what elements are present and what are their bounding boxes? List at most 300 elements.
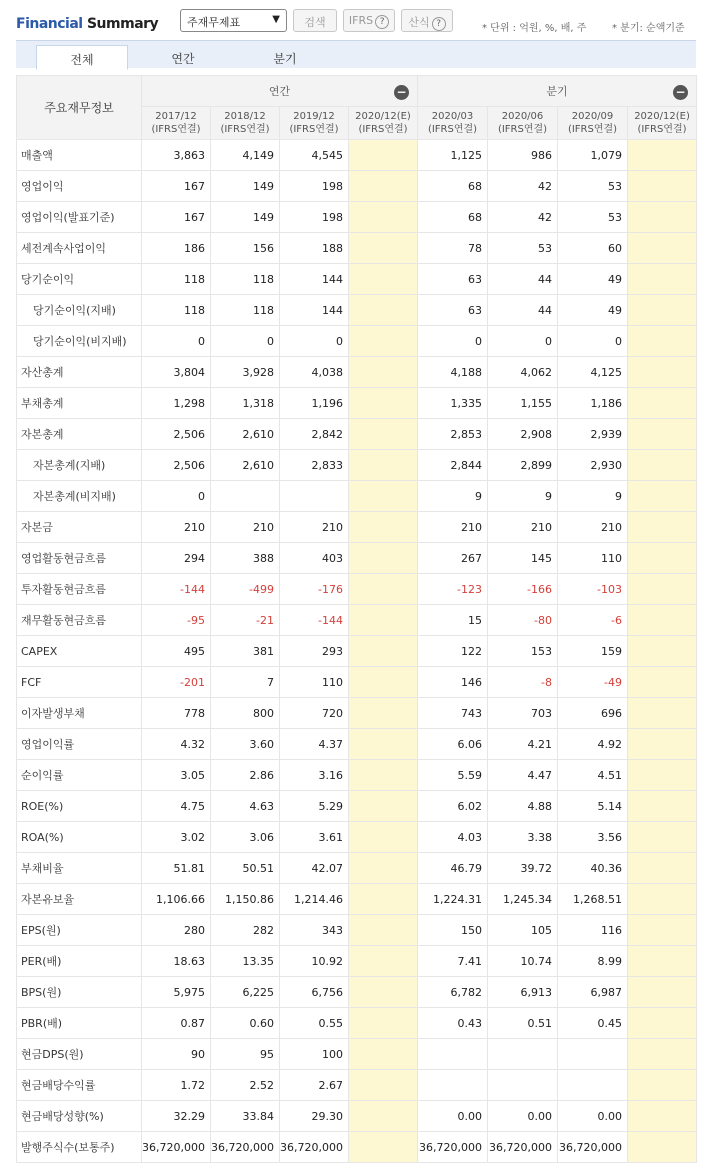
table-row bbox=[17, 543, 697, 574]
table-cell bbox=[628, 915, 697, 946]
table-cell: 293 bbox=[280, 636, 349, 667]
chevron-down-icon: ▼ bbox=[272, 14, 280, 25]
table-cell bbox=[628, 295, 697, 326]
table-cell bbox=[349, 171, 418, 202]
table-cell bbox=[628, 636, 697, 667]
table-row bbox=[17, 636, 697, 667]
table-cell bbox=[349, 636, 418, 667]
table-cell: 116 bbox=[558, 915, 628, 946]
table-row bbox=[17, 667, 697, 698]
table-cell: 156 bbox=[211, 233, 280, 264]
table-cell bbox=[628, 884, 697, 915]
table-cell: -499 bbox=[211, 574, 280, 605]
table-cell bbox=[628, 233, 697, 264]
row-label: 영업이익 bbox=[17, 171, 142, 202]
table-cell: 0 bbox=[558, 326, 628, 357]
table-cell: 118 bbox=[142, 264, 211, 295]
table-cell: 159 bbox=[558, 636, 628, 667]
table-cell: 149 bbox=[211, 171, 280, 202]
table-cell bbox=[349, 915, 418, 946]
table-cell: 2.52 bbox=[211, 1070, 280, 1101]
table-cell bbox=[628, 450, 697, 481]
table-cell bbox=[349, 574, 418, 605]
annual-group-header: 연간 − bbox=[142, 76, 418, 107]
row-label: 영업이익률 bbox=[17, 729, 142, 760]
table-cell: 4,125 bbox=[558, 357, 628, 388]
table-cell: 5,975 bbox=[142, 977, 211, 1008]
table-cell: 778 bbox=[142, 698, 211, 729]
table-cell: 403 bbox=[280, 543, 349, 574]
row-label: 자본유보율 bbox=[17, 884, 142, 915]
table-cell bbox=[349, 326, 418, 357]
table-cell: 1,268.51 bbox=[558, 884, 628, 915]
table-cell: -144 bbox=[142, 574, 211, 605]
table-cell: 42 bbox=[488, 171, 558, 202]
table-cell: 3.06 bbox=[211, 822, 280, 853]
table-cell: 51.81 bbox=[142, 853, 211, 884]
table-cell: 118 bbox=[211, 264, 280, 295]
table-cell bbox=[558, 1070, 628, 1101]
table-cell: 6,987 bbox=[558, 977, 628, 1008]
table-row bbox=[17, 977, 697, 1008]
table-cell: -123 bbox=[418, 574, 488, 605]
table-cell: 44 bbox=[488, 264, 558, 295]
table-cell: 2,610 bbox=[211, 450, 280, 481]
table-cell: 3,928 bbox=[211, 357, 280, 388]
column-header bbox=[349, 107, 418, 140]
column-period: 2017/12 bbox=[155, 111, 197, 122]
column-basis: (IFRS연결) bbox=[358, 124, 408, 135]
table-cell: 149 bbox=[211, 202, 280, 233]
column-basis: (IFRS연결) bbox=[151, 124, 201, 135]
table-cell: 0 bbox=[488, 326, 558, 357]
table-cell: 110 bbox=[558, 543, 628, 574]
page-title: Financial Summary bbox=[16, 16, 159, 32]
table-cell: 1,125 bbox=[418, 140, 488, 171]
table-cell: 1,155 bbox=[488, 388, 558, 419]
table-cell: 3.05 bbox=[142, 760, 211, 791]
table-cell: 78 bbox=[418, 233, 488, 264]
table-row bbox=[17, 791, 697, 822]
row-label: 재무활동현금흐름 bbox=[17, 605, 142, 636]
table-cell: -201 bbox=[142, 667, 211, 698]
row-label: ROE(%) bbox=[17, 791, 142, 822]
table-cell: 167 bbox=[142, 202, 211, 233]
table-cell bbox=[628, 1039, 697, 1070]
table-cell: 1.72 bbox=[142, 1070, 211, 1101]
tab-annual[interactable]: 연간 bbox=[171, 52, 195, 66]
table-cell: -144 bbox=[280, 605, 349, 636]
table-cell bbox=[349, 233, 418, 264]
table-cell: 6,225 bbox=[211, 977, 280, 1008]
table-cell: 10.74 bbox=[488, 946, 558, 977]
period-tabs bbox=[16, 40, 696, 68]
row-label: FCF bbox=[17, 667, 142, 698]
table-cell: 53 bbox=[558, 202, 628, 233]
column-period: 2020/06 bbox=[501, 111, 544, 122]
table-cell: 13.35 bbox=[211, 946, 280, 977]
table-row bbox=[17, 1132, 697, 1163]
table-cell: 210 bbox=[418, 512, 488, 543]
table-cell: 282 bbox=[211, 915, 280, 946]
row-label: CAPEX bbox=[17, 636, 142, 667]
table-cell: 4,038 bbox=[280, 357, 349, 388]
table-row bbox=[17, 264, 697, 295]
table-cell: 145 bbox=[488, 543, 558, 574]
table-cell: 720 bbox=[280, 698, 349, 729]
table-cell: 2,853 bbox=[418, 419, 488, 450]
row-label: 당기순이익(비지배) bbox=[17, 326, 142, 357]
table-cell: 68 bbox=[418, 202, 488, 233]
table-row bbox=[17, 140, 697, 171]
table-cell bbox=[628, 977, 697, 1008]
table-cell: 0.00 bbox=[488, 1101, 558, 1132]
table-cell: -103 bbox=[558, 574, 628, 605]
row-label: 영업이익(발표기준) bbox=[17, 202, 142, 233]
table-cell bbox=[488, 1070, 558, 1101]
table-cell: 1,224.31 bbox=[418, 884, 488, 915]
table-cell bbox=[349, 791, 418, 822]
table-cell: 4,545 bbox=[280, 140, 349, 171]
table-cell: 0.43 bbox=[418, 1008, 488, 1039]
table-cell bbox=[349, 512, 418, 543]
collapse-quarter-icon[interactable]: − bbox=[673, 85, 688, 100]
table-cell: 0 bbox=[280, 326, 349, 357]
column-period: 2020/09 bbox=[571, 111, 614, 122]
table-cell bbox=[349, 140, 418, 171]
collapse-annual-icon[interactable]: − bbox=[394, 85, 409, 100]
table-cell bbox=[349, 946, 418, 977]
table-cell: 1,106.66 bbox=[142, 884, 211, 915]
column-period: 2020/12(E) bbox=[355, 111, 411, 122]
table-cell: 6.02 bbox=[418, 791, 488, 822]
table-cell bbox=[628, 1008, 697, 1039]
table-cell: 53 bbox=[488, 233, 558, 264]
table-cell: 198 bbox=[280, 171, 349, 202]
table-cell bbox=[628, 760, 697, 791]
table-cell: 210 bbox=[558, 512, 628, 543]
table-cell bbox=[349, 698, 418, 729]
table-cell bbox=[349, 853, 418, 884]
table-cell: 0.87 bbox=[142, 1008, 211, 1039]
table-cell bbox=[349, 295, 418, 326]
table-cell bbox=[628, 1101, 697, 1132]
table-cell: 29.30 bbox=[280, 1101, 349, 1132]
table-cell: 2,610 bbox=[211, 419, 280, 450]
row-label: 현금배당성향(%) bbox=[17, 1101, 142, 1132]
table-cell: 95 bbox=[211, 1039, 280, 1070]
table-cell bbox=[628, 512, 697, 543]
table-cell bbox=[558, 1039, 628, 1070]
table-cell: -80 bbox=[488, 605, 558, 636]
table-cell bbox=[211, 481, 280, 512]
table-row bbox=[17, 202, 697, 233]
table-cell: 3.16 bbox=[280, 760, 349, 791]
row-label: 자본금 bbox=[17, 512, 142, 543]
table-cell: 153 bbox=[488, 636, 558, 667]
statement-type-select[interactable]: 주재무제표 ▼ bbox=[180, 9, 287, 32]
row-header-title: 주요재무정보 bbox=[17, 76, 142, 140]
table-cell: 4.51 bbox=[558, 760, 628, 791]
table-cell bbox=[628, 357, 697, 388]
table-row bbox=[17, 698, 697, 729]
row-label: 자산총계 bbox=[17, 357, 142, 388]
table-cell: 144 bbox=[280, 295, 349, 326]
table-cell bbox=[349, 884, 418, 915]
row-label: 발행주식수(보통주) bbox=[17, 1132, 142, 1163]
table-cell bbox=[349, 1101, 418, 1132]
table-cell: 4.37 bbox=[280, 729, 349, 760]
table-row bbox=[17, 605, 697, 636]
table-cell: 0.00 bbox=[418, 1101, 488, 1132]
column-header bbox=[628, 107, 697, 140]
column-header bbox=[142, 107, 211, 140]
table-cell: 2,908 bbox=[488, 419, 558, 450]
table-cell: 3.56 bbox=[558, 822, 628, 853]
table-cell bbox=[349, 729, 418, 760]
table-cell bbox=[628, 667, 697, 698]
column-basis: (IFRS연결) bbox=[637, 124, 687, 135]
table-cell: 18.63 bbox=[142, 946, 211, 977]
table-row bbox=[17, 729, 697, 760]
table-cell: -6 bbox=[558, 605, 628, 636]
table-cell: 800 bbox=[211, 698, 280, 729]
table-cell: 2,930 bbox=[558, 450, 628, 481]
column-basis: (IFRS연결) bbox=[567, 124, 618, 135]
table-cell: 5.14 bbox=[558, 791, 628, 822]
table-cell: 60 bbox=[558, 233, 628, 264]
table-cell: 0.55 bbox=[280, 1008, 349, 1039]
table-cell: 4.92 bbox=[558, 729, 628, 760]
table-row bbox=[17, 357, 697, 388]
table-cell: 7.41 bbox=[418, 946, 488, 977]
column-basis: (IFRS연결) bbox=[220, 124, 270, 135]
row-label: 매출액 bbox=[17, 140, 142, 171]
table-cell bbox=[628, 326, 697, 357]
quarter-group-header: 분기 − bbox=[418, 76, 697, 107]
table-cell: 53 bbox=[558, 171, 628, 202]
table-cell bbox=[628, 481, 697, 512]
unit-note: * 단위 : 억원, %, 배, 주 bbox=[482, 23, 587, 34]
table-cell: 388 bbox=[211, 543, 280, 574]
table-cell: 46.79 bbox=[418, 853, 488, 884]
row-label: 부채비율 bbox=[17, 853, 142, 884]
table-cell: 150 bbox=[418, 915, 488, 946]
table-row bbox=[17, 512, 697, 543]
table-cell: 9 bbox=[558, 481, 628, 512]
row-label: 순이익률 bbox=[17, 760, 142, 791]
table-cell: 1,214.46 bbox=[280, 884, 349, 915]
table-cell bbox=[628, 140, 697, 171]
table-cell: 42.07 bbox=[280, 853, 349, 884]
table-cell bbox=[628, 853, 697, 884]
table-cell: 1,186 bbox=[558, 388, 628, 419]
table-cell: 3,804 bbox=[142, 357, 211, 388]
table-cell: 2,899 bbox=[488, 450, 558, 481]
table-cell: 495 bbox=[142, 636, 211, 667]
table-cell: 188 bbox=[280, 233, 349, 264]
table-cell: 4.63 bbox=[211, 791, 280, 822]
row-label: 자본총계(비지배) bbox=[17, 481, 142, 512]
table-cell bbox=[349, 667, 418, 698]
table-cell bbox=[628, 264, 697, 295]
table-row bbox=[17, 481, 697, 512]
table-row bbox=[17, 450, 697, 481]
table-cell: 63 bbox=[418, 295, 488, 326]
table-cell bbox=[418, 1070, 488, 1101]
table-cell: 68 bbox=[418, 171, 488, 202]
table-cell: 0 bbox=[142, 326, 211, 357]
table-row bbox=[17, 946, 697, 977]
table-cell: 118 bbox=[142, 295, 211, 326]
table-cell bbox=[349, 419, 418, 450]
table-cell: 0.60 bbox=[211, 1008, 280, 1039]
table-cell: -8 bbox=[488, 667, 558, 698]
column-basis: (IFRS연결) bbox=[427, 124, 478, 135]
table-cell: 267 bbox=[418, 543, 488, 574]
table-cell: 3.61 bbox=[280, 822, 349, 853]
table-cell bbox=[628, 388, 697, 419]
table-cell bbox=[628, 822, 697, 853]
table-cell: 146 bbox=[418, 667, 488, 698]
table-cell: 0.51 bbox=[488, 1008, 558, 1039]
table-cell: 3,863 bbox=[142, 140, 211, 171]
table-cell bbox=[349, 481, 418, 512]
table-cell: -95 bbox=[142, 605, 211, 636]
row-label: 현금배당수익률 bbox=[17, 1070, 142, 1101]
table-cell bbox=[349, 977, 418, 1008]
column-header bbox=[558, 107, 628, 140]
table-cell: 2.86 bbox=[211, 760, 280, 791]
table-cell: 32.29 bbox=[142, 1101, 211, 1132]
table-cell: 381 bbox=[211, 636, 280, 667]
table-cell bbox=[349, 543, 418, 574]
table-row bbox=[17, 295, 697, 326]
table-cell: 5.59 bbox=[418, 760, 488, 791]
table-cell: 144 bbox=[280, 264, 349, 295]
table-row bbox=[17, 574, 697, 605]
table-cell: 39.72 bbox=[488, 853, 558, 884]
table-cell: 4,188 bbox=[418, 357, 488, 388]
table-cell bbox=[349, 357, 418, 388]
table-cell: 0 bbox=[211, 326, 280, 357]
table-cell: 4,062 bbox=[488, 357, 558, 388]
table-cell: 1,298 bbox=[142, 388, 211, 419]
table-cell: 4.47 bbox=[488, 760, 558, 791]
table-cell: 4.21 bbox=[488, 729, 558, 760]
table-cell bbox=[349, 822, 418, 853]
table-cell: 6,913 bbox=[488, 977, 558, 1008]
table-cell: 2,844 bbox=[418, 450, 488, 481]
formula-button[interactable]: 산식 ? bbox=[401, 9, 453, 32]
table-cell: 7 bbox=[211, 667, 280, 698]
table-cell: 210 bbox=[280, 512, 349, 543]
table-cell bbox=[628, 171, 697, 202]
table-cell: 3.38 bbox=[488, 822, 558, 853]
search-button[interactable]: 검색 bbox=[293, 9, 337, 32]
table-row bbox=[17, 1039, 697, 1070]
table-cell: 2,939 bbox=[558, 419, 628, 450]
row-label: 현금DPS(원) bbox=[17, 1039, 142, 1070]
table-cell: 9 bbox=[418, 481, 488, 512]
financial-summary-table bbox=[16, 75, 697, 1163]
table-cell: 167 bbox=[142, 171, 211, 202]
table-cell: 703 bbox=[488, 698, 558, 729]
table-cell: 696 bbox=[558, 698, 628, 729]
table-cell bbox=[349, 605, 418, 636]
table-cell: 40.36 bbox=[558, 853, 628, 884]
help-icon: ? bbox=[432, 17, 446, 31]
table-cell: 33.84 bbox=[211, 1101, 280, 1132]
table-cell: 9 bbox=[488, 481, 558, 512]
table-cell: 1,079 bbox=[558, 140, 628, 171]
table-row bbox=[17, 853, 697, 884]
table-cell: 2.67 bbox=[280, 1070, 349, 1101]
table-cell: 2,506 bbox=[142, 450, 211, 481]
tab-all[interactable]: 전체 bbox=[36, 45, 128, 70]
table-cell: 4.32 bbox=[142, 729, 211, 760]
ifrs-button[interactable]: IFRS ? bbox=[343, 9, 395, 32]
table-cell bbox=[349, 760, 418, 791]
column-period: 2020/12(E) bbox=[634, 111, 690, 122]
table-cell: 4.88 bbox=[488, 791, 558, 822]
table-cell bbox=[628, 419, 697, 450]
table-cell bbox=[628, 1070, 697, 1101]
table-cell bbox=[349, 450, 418, 481]
table-cell bbox=[349, 1070, 418, 1101]
table-cell: 6,756 bbox=[280, 977, 349, 1008]
row-label: ROA(%) bbox=[17, 822, 142, 853]
top-toolbar bbox=[0, 0, 706, 40]
table-cell: 3.02 bbox=[142, 822, 211, 853]
table-cell: 100 bbox=[280, 1039, 349, 1070]
table-cell bbox=[488, 1039, 558, 1070]
table-cell: -166 bbox=[488, 574, 558, 605]
table-row bbox=[17, 760, 697, 791]
table-cell: 2,842 bbox=[280, 419, 349, 450]
table-cell: 743 bbox=[418, 698, 488, 729]
table-cell: 186 bbox=[142, 233, 211, 264]
table-cell bbox=[628, 574, 697, 605]
table-cell: 44 bbox=[488, 295, 558, 326]
table-cell: 294 bbox=[142, 543, 211, 574]
row-label: BPS(원) bbox=[17, 977, 142, 1008]
table-cell: 0.00 bbox=[558, 1101, 628, 1132]
table-cell: 0 bbox=[418, 326, 488, 357]
column-header bbox=[280, 107, 349, 140]
table-cell: 49 bbox=[558, 295, 628, 326]
table-cell: 118 bbox=[211, 295, 280, 326]
table-cell: 198 bbox=[280, 202, 349, 233]
column-period: 2020/03 bbox=[431, 111, 474, 122]
table-cell: -49 bbox=[558, 667, 628, 698]
table-cell: 36,720,000 bbox=[142, 1132, 211, 1163]
table-cell bbox=[349, 264, 418, 295]
table-cell: 90 bbox=[142, 1039, 211, 1070]
column-basis: (IFRS연결) bbox=[289, 124, 339, 135]
tab-quarter[interactable]: 분기 bbox=[273, 52, 297, 66]
row-label: 당기순이익 bbox=[17, 264, 142, 295]
table-row bbox=[17, 419, 697, 450]
table-cell bbox=[628, 698, 697, 729]
table-cell: 2,833 bbox=[280, 450, 349, 481]
table-cell: 122 bbox=[418, 636, 488, 667]
table-cell: 343 bbox=[280, 915, 349, 946]
table-cell bbox=[349, 1039, 418, 1070]
table-row bbox=[17, 233, 697, 264]
table-cell: -176 bbox=[280, 574, 349, 605]
table-cell: 210 bbox=[488, 512, 558, 543]
